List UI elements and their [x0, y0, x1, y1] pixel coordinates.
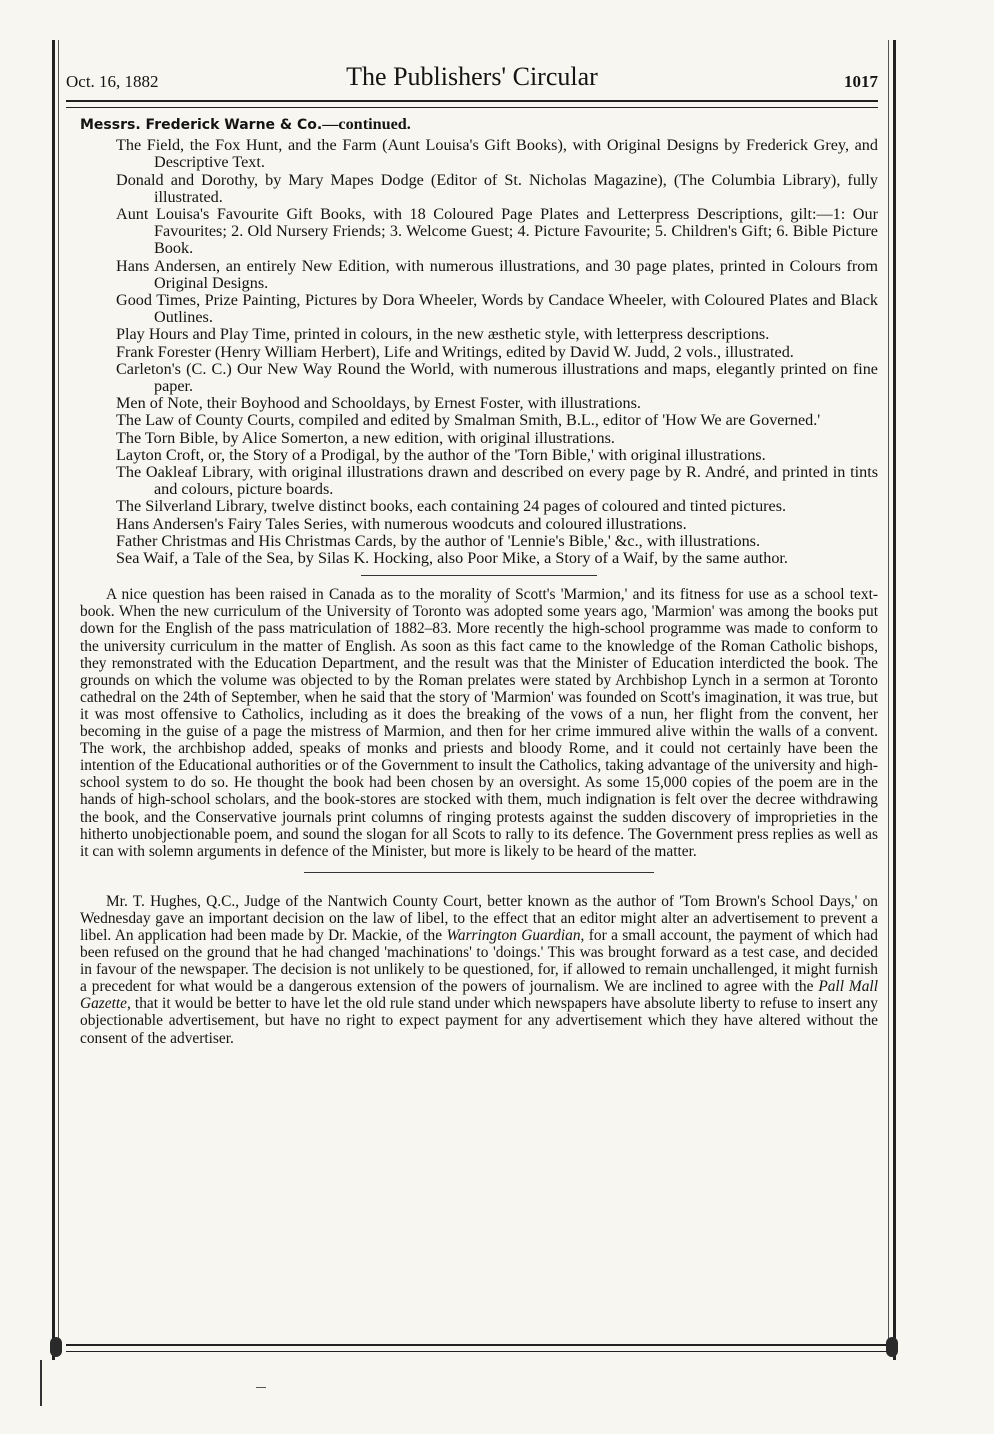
header-double-rule	[66, 100, 878, 108]
list-item: The Silverland Library, twelve distinct books, each containing 24 pages of coloured and tinted pictures.	[116, 497, 787, 516]
newspaper-name: Pall Mall Gazette	[80, 978, 878, 1013]
list-item: The Law of County Courts, compiled and edited by Smalman Smith, B.L., editor of 'How We are Governed.'	[116, 411, 821, 430]
list-item: Donald and Dorothy, by Mary Mapes Dodge (Editor of St. Nicholas Magazine), (The Columbia Library), fully illustrated.	[116, 170, 878, 206]
rule-ornament-right	[886, 1337, 898, 1357]
article-marmion: A nice question has been raised in Canada as to the morality of Scott's 'Marmion,' and its fitness for use as a school text-book. When the new curriculum of the University of Toronto was adopted some years ago, 'Marmion' was among the books put down for the English of the pass matriculation of 1882–83. More recently the high-school programme was made to conform to the university curriculum in the matter of English. As soon as this fact came to the knowledge of the Roman Catholic bishops, they remonstrated with the Education Department, and the result was that the Minister of Education interdicted the book. The grounds on which the volume was objected to by the Roman prelates were stated by Archbishop Lynch in a sermon at Toronto cathedral on the 24th of September, when he said that the story of 'Marmion' was founded on Scott's imagination, it was true, but it was most offensive to Catholics, including as it does the breaking of the vows of a nun, her flight from the convent, her becoming in the guise of a page the mistress of Marmion, and then for her crime immured alive within the walls of a convent. The work, the archbishop added, speaks of monks and priests and bloody Rome, and it could not certainly have been the intention of the Educational authorities or of the Government to insult the Catholics, taking advantage of the university and high-school system to do so. He thought the book had been chosen by an oversight. As some 15,000 copies of the poem are in the hands of high-school scholars, and the book-stores are stocked with them, much indignation is felt over the decree withdrawing the book, and the Conservative journals print columns of ringing protests against the sudden discovery of improprieties in the hitherto unobjectionable poem, and sound the slogan for all Scots to rally to its defence. The Government press replies as well as it can with solemn arguments in defence of the Minister, but more is likely to be heard of the matter.	[80, 586, 878, 860]
footer-double-rule	[66, 1344, 894, 1352]
article-libel-text: , for a small account, the payment of which had been refused on the ground that he had changed 'machinations' to 'doings.' This was brought forward as a test case, and decided in favour of the newspaper. The decision is not unlikely to be questioned, for, if allowed to remain unchallenged, it might furnish a precedent for what would be a dangerous extension of the powers of journalism. We are inclined to agree with the	[80, 926, 878, 996]
firm-heading	[80, 116, 878, 134]
page-content	[80, 116, 878, 1047]
list-item: Good Times, Prize Painting, Pictures by Dora Wheeler, Words by Candace Wheeler, with Coloured Plates and Black Outlines.	[116, 291, 878, 327]
list-item: Aunt Louisa's Favourite Gift Books, with 18 Coloured Page Plates and Letterpress Descriptions, gilt:—1: Our Favourites; 2. Old Nursery Friends; 3. Welcome Guest; 4. Picture Favourite; 5. Children's Gift; 6. Bible Picture Book.	[116, 205, 878, 258]
list-item: Sea Waif, a Tale of the Sea, by Silas K. Hocking, also Poor Mike, a Story of a Waif, by the same author.	[116, 549, 788, 568]
article-libel	[80, 893, 878, 1047]
section-divider	[304, 872, 654, 873]
list-item: Layton Croft, or, the Story of a Prodigal, by the author of the 'Torn Bible,' with original illustrations.	[116, 445, 766, 464]
rule-ornament-left	[50, 1337, 62, 1357]
list-item: Play Hours and Play Time, printed in colours, in the new æsthetic style, with letterpress descriptions.	[116, 325, 770, 344]
page-border-left	[52, 40, 55, 1360]
print-mark	[40, 1360, 42, 1406]
list-item: The Torn Bible, by Alice Somerton, a new edition, with original illustrations.	[116, 428, 615, 447]
header-date: Oct. 16, 1882	[66, 72, 159, 91]
page-border-left-inner	[58, 40, 59, 1340]
page-border-right	[893, 40, 896, 1360]
list-item: Men of Note, their Boyhood and Schooldays, by Ernest Foster, with illustrations.	[116, 394, 641, 413]
list-item: Carleton's (C. C.) Our New Way Round the World, with numerous illustrations and maps, elegantly printed on fine paper.	[116, 359, 878, 396]
list-item: Frank Forester (Henry William Herbert), Life and Writings, edited by David W. Judd, 2 vols., illustrated.	[116, 342, 794, 361]
list-item: The Oakleaf Library, with original illustrations drawn and described on every page by R. André, and printed in tints and colours, picture boards.	[116, 463, 878, 499]
header-page-number: 1017	[844, 72, 878, 91]
print-mark	[256, 1387, 266, 1388]
book-list	[80, 137, 878, 567]
list-item: Father Christmas and His Christmas Cards, by the author of 'Lennie's Bible,' &c., with illustrations.	[116, 531, 761, 550]
article-libel-text: , that it would be better to have let the old rule stand under which newspapers have absolute liberty to refuse to insert any objectionable advertisement, but have no right to expect payment for any advertisement which they have altered without the consent of the advertiser.	[80, 995, 878, 1047]
header-title: The Publishers' Circular	[346, 62, 598, 91]
list-item: The Field, the Fox Hunt, and the Farm (Aunt Louisa's Gift Books), with Original Designs by Frederick Grey, and Descriptive Text.	[116, 136, 878, 172]
page-header	[66, 62, 878, 96]
list-item: Hans Andersen, an entirely New Edition, with numerous illustrations, and 30 page plates, printed in Colours from Original Designs.	[116, 256, 878, 292]
section-divider	[361, 575, 597, 576]
article-libel-text: Mr. T. Hughes, Q.C., Judge of the Nantwich County Court, better known as the author of 'Tom Brown's School Days,' on Wednesday gave an important decision on the law of libel, to the effect that an editor might alter an advertisement to prevent a libel. An application had been made by Dr. Mackie, of the	[80, 892, 878, 944]
newspaper-name: Warrington Guardian	[446, 926, 581, 944]
firm-name: Messrs. Frederick Warne & Co.	[80, 117, 323, 133]
firm-continued: —continued.	[322, 115, 411, 133]
page-border-right-inner	[888, 40, 889, 1340]
list-item: Hans Andersen's Fairy Tales Series, with numerous woodcuts and coloured illustrations.	[116, 514, 687, 533]
